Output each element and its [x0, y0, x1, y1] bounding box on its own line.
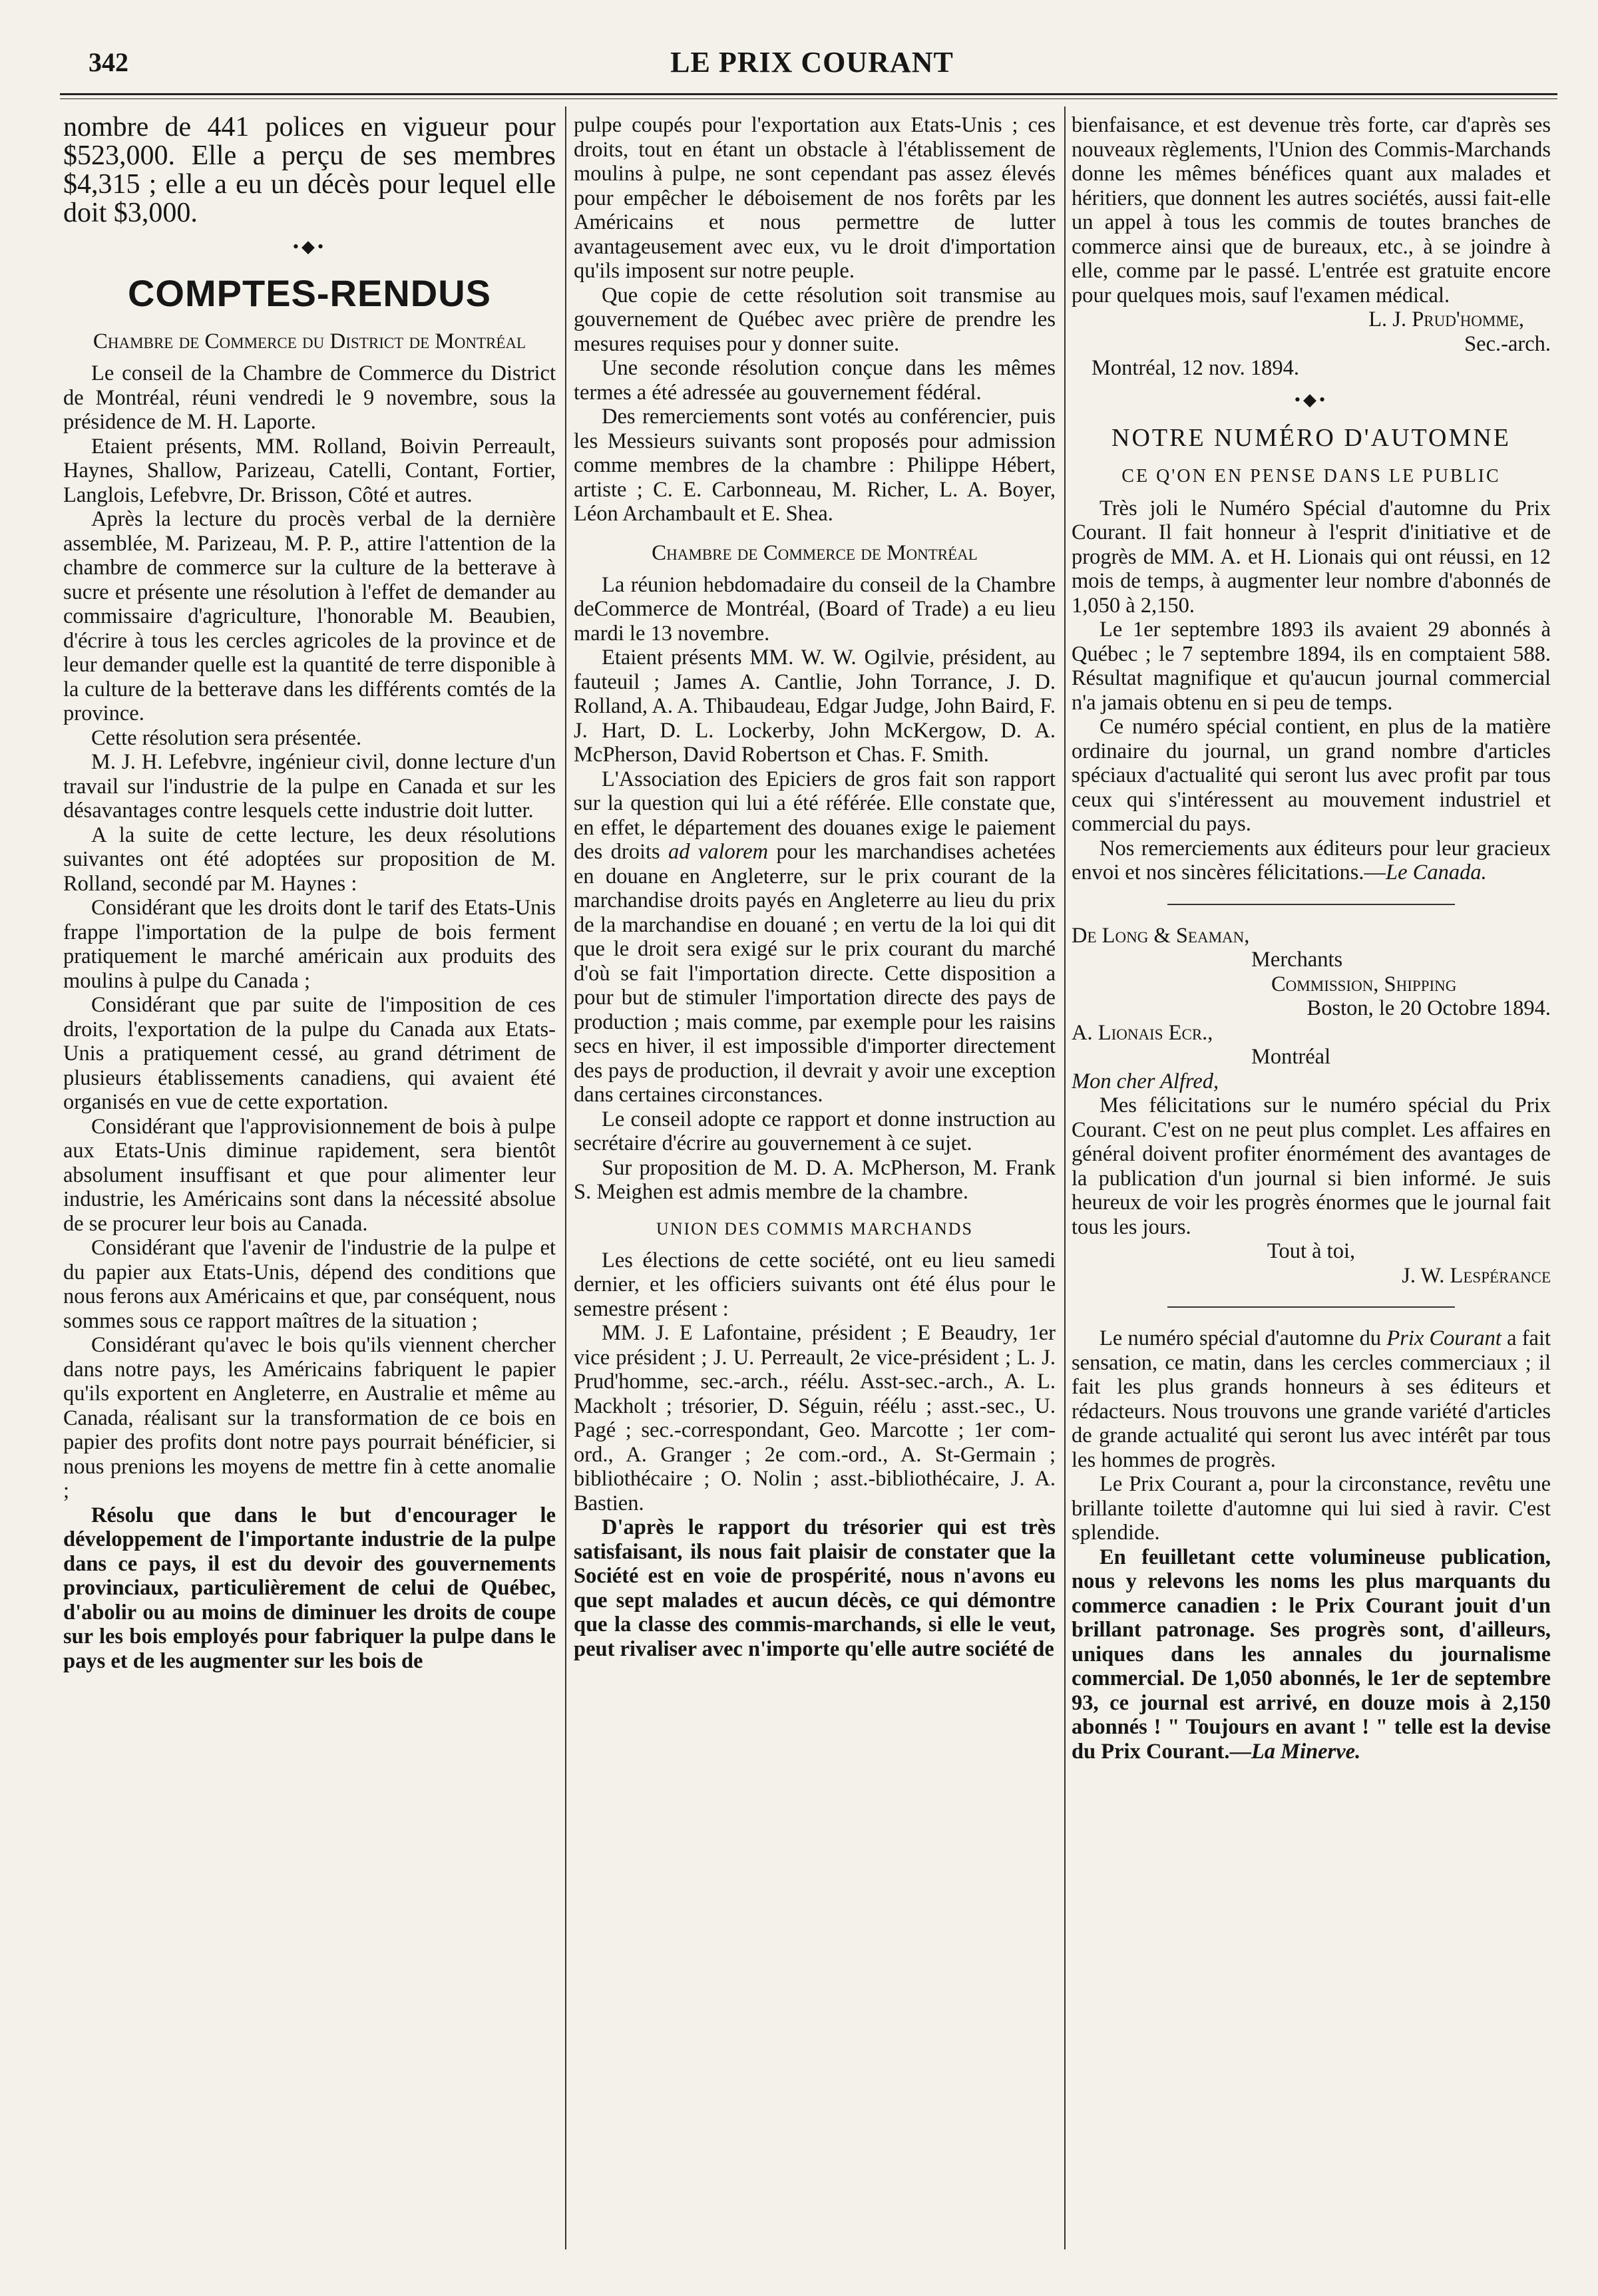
letter-signature: J. W. Lespérance — [1402, 1263, 1551, 1288]
paragraph: Considérant que l'avenir de l'industrie de la pulpe et du papier aux Etats-Unis, dépend des conditions que nous ferons aux Américains et que, par conséquent, nous sommes sous ce rapport maîtres de la situation ; — [63, 1236, 556, 1333]
letter-firm: De Long & Seaman, — [1072, 923, 1250, 948]
paragraph: D'après le rapport du trésorier qui est très satisfaisant, ils nous fait plaisir de constater que la Société est en voie de prospérité, nous n'avons eu que sept malades et aucun décès, ce qui démontre que la classe des commis-marchands, si elle le veut, peut rivaliser avec n'importe qu'elle autre société de — [574, 1515, 1056, 1661]
page-header — [63, 39, 1561, 85]
paragraph: Considérant que par suite de l'imposition de ces droits, l'exportation de la pulpe du Canada aux Etats-Unis a pratiquement cessé, au grand détriment de plusieurs établissements canadiens, qui avaient été organisés en vue de cette exportation. — [63, 993, 556, 1114]
letter-closing: Tout à toi, — [1267, 1239, 1356, 1263]
subsection-title: CE Q'ON EN PENSE DANS LE PUBLIC — [1121, 465, 1501, 486]
text-run: pour les marchandises achetées en douane en Angleterre, sur le prix courant de la marchandise droits payés en Angleterre au lieu du prix de la marchandise en douané ; en vertu de la loi qui dit que le droit sera exigé sur le prix courant du marché d'où se fait l'importation directe. Cette disposition a pour but de stimuler l'importation directe des pays de production ; mais comme, par exemple pour les raisins secs en hiver, il est impossible d'importer directement des pays de production, il devrait y avoir une exception dans certaines circonstances. — [574, 840, 1056, 1107]
text-run: L'Association des Epiciers de gros fait son rapport sur la question qui lui a été référée. Elle constate que, en effet, le département des douanes exige le paiement des droits — [574, 767, 1056, 864]
paragraph: Le conseil adopte ce rapport et donne instruction au secrétaire d'écrire au gouvernement à ce sujet. — [574, 1107, 1056, 1155]
paragraph: Une seconde résolution conçue dans les mêmes termes a été adressée au gouvernement fédéral. — [574, 356, 1056, 405]
section-divider — [1167, 904, 1455, 905]
paragraph: Considérant que l'approvisionnement de bois à pulpe aux Etats-Unis diminue rapidement, sera bientôt absolument insuffisant et que pour alimenter leur industrie, les Américains sont dans la nécessité absolue de se procurer leur bois au Canada. — [63, 1114, 556, 1236]
letter-merchants: Merchants — [1251, 948, 1343, 972]
letter-body: Mes félicitations sur le numéro spécial du Prix Courant. C'est on ne peut plus complet. Les affaires en général doivent profiter énormément des avantages de la publication d'un journal si bien informé. Je suis heureux de voir les progrès énormes que le journal fait tous les jours. — [1072, 1093, 1551, 1239]
paragraph — [1072, 1326, 1551, 1472]
paragraph: Etaient présents, MM. Rolland, Boivin Perreault, Haynes, Shallow, Parizeau, Catelli, Contant, Fortier, Langlois, Lefebvre, Dr. Brisson, Côté et autres. — [63, 434, 556, 507]
paragraph: Que copie de cette résolution soit transmise au gouvernement de Québec avec prière de prendre les mesures requises pour y donner suite. — [574, 283, 1056, 356]
letter-salutation: Mon cher Alfred, — [1072, 1069, 1219, 1093]
text-run: Le numéro spécial d'automne du — [1099, 1326, 1382, 1350]
text-run-italic: Prix Courant — [1386, 1326, 1501, 1350]
paragraph: Le 1er septembre 1893 ils avaient 29 abonnés à Québec ; le 7 septembre 1894, ils en comptaient 588. Résultat magnifique et qu'aucun journal commercial n'a jamais obtenu en si peu de temps. — [1072, 618, 1551, 715]
paragraph: Les élections de cette société, ont eu lieu samedi dernier, et les officiers suivants ont été élus pour le semestre présent : — [574, 1248, 1056, 1321]
subsection-title: UNION DES COMMIS MARCHANDS — [656, 1219, 973, 1239]
paragraph: Sur proposition de M. D. A. McPherson, M. Frank S. Meighen est admis membre de la chambre. — [574, 1155, 1056, 1204]
paragraph: bienfaisance, et est devenue très forte, car d'après ses nouveaux règlements, l'Union des Commis-Marchands donne les mêmes bénéfices quant aux malades et héritiers, que donnent les autres sociétés, aussi fait-elle un appel à tous les commis de toutes branches de commerce ainsi que de bureaux, etc., à se joindre à elle, comme par le passé. L'entrée est gratuite encore pour quelques mois, sauf l'examen médical. — [1072, 113, 1551, 307]
letter-commission: Commission, Shipping — [1271, 972, 1457, 996]
dateline: Montréal, 12 nov. 1894. — [1092, 356, 1300, 380]
intro-paragraph: nombre de 441 polices en vigueur pour $523,000. Elle a perçu de ses membres $4,315 ; elle a eu un décès pour lequel elle doit $3,000. — [63, 113, 556, 228]
column-rule-2 — [1064, 106, 1066, 2249]
paragraph: Après la lecture du procès verbal de la dernière assemblée, M. Parizeau, M. P. P., attire l'attention de la chambre de commerce sur la culture de la betterave à sucre et présente une résolution à l'effet de demander au commissaire d'agriculture, l'honorable M. Beaubien, d'écrire à tous les cercles agricoles de la province et de leur demander quelle est la quantité de terre disponible à la culture de la betterave dans les différents comtés de la province. — [63, 507, 556, 725]
header-rule-thin — [60, 98, 1557, 99]
column-3 — [1072, 113, 1551, 2249]
paragraph: Cette résolution sera présentée. — [91, 725, 362, 750]
paragraph: Etaient présents MM. W. W. Ogilvie, président, au fauteuil ; James A. Cantlie, John Torrance, J. D. Rolland, A. A. Thibaudeau, Edgar Judge, John Baird, F. J. Hart, D. L. Lockerby, John McKergow, D. A. McPherson, David Robertson et Chas. F. Smith. — [574, 646, 1056, 767]
page-number: 342 — [89, 47, 128, 77]
signature-title: Sec.-arch. — [1464, 331, 1551, 356]
paragraph: A la suite de cette lecture, les deux résolutions suivantes ont été adoptées sur proposition de M. Rolland, secondé par M. Haynes : — [63, 823, 556, 896]
paragraph: Le Prix Courant a, pour la circonstance, revêtu une brillante toilette d'automne qui lui sied à ravir. C'est splendide. — [1072, 1472, 1551, 1545]
column-2 — [574, 113, 1056, 2249]
section-title: NOTRE NUMÉRO D'AUTOMNE — [1111, 423, 1511, 452]
header-rule — [60, 93, 1557, 95]
source-credit: Le Canada. — [1386, 861, 1487, 884]
paragraph: M. J. H. Lefebvre, ingénieur civil, donne lecture d'un travail sur l'industrie de la pulpe en Canada et sur les désavantages contre lesquels cette industrie doit lutter. — [63, 750, 556, 823]
section-divider — [1167, 1306, 1455, 1308]
letter-city: Montréal — [1251, 1045, 1331, 1069]
letter-recipient: A. Lionais Ecr., — [1072, 1020, 1213, 1045]
paragraph: Très joli le Numéro Spécial d'automne du Prix Courant. Il fait honneur à l'esprit d'initiative et de progrès de MM. A. et H. Lionais qui ont réussi, en 12 mois de temps, à augmenter leur nombre d'abonnés de 1,050 à 2,150. — [1072, 496, 1551, 618]
paragraph: pulpe coupés pour l'exportation aux Etats-Unis ; ces droits, tout en étant un obstacle à l'établissement de moulins à pulpe, ne sont cependant pas assez élevés pour empêcher le déboisement de nos forêts par les Américains et nous permettre de lutter avantageusement avec eux, vu le droit d'importation qu'ils imposent sur notre peuple. — [574, 113, 1056, 283]
paragraph — [1072, 837, 1551, 885]
letter-date: Boston, le 20 Octobre 1894. — [1306, 996, 1551, 1020]
ornament-divider: •◆• — [1294, 389, 1328, 409]
paragraph — [1072, 1545, 1551, 1764]
column-rule-1 — [565, 106, 566, 2249]
paragraph: Le conseil de la Chambre de Commerce du District de Montréal, réuni vendredi le 9 novembre, sous la présidence de M. H. Laporte. — [63, 361, 556, 434]
text-run: a fait sensation, ce matin, dans les cercles commerciaux ; il fait les plus grands honneurs à ses éditeurs et rédacteurs. Nous trouvons une grande variété d'articles de grande actualité qui seront lus avec intérêt par tous les hommes de progrès. — [1072, 1326, 1551, 1472]
subsection-title: Chambre de Commerce du District de Montréal — [93, 329, 526, 353]
subsection-title: Chambre de Commerce de Montréal — [652, 540, 978, 565]
paragraph: Résolu que dans le but d'encourager le développement de l'importante industrie de la pulpe dans ce pays, il est du devoir des gouvernements provinciaux, particulièrement de celui de Québec, d'abolir ou au moins de diminuer les droits de coupe sur les bois employés pour fabriquer la pulpe dans le pays et de les augmenter sur les bois de — [63, 1503, 556, 1673]
section-title: COMPTES-RENDUS — [127, 272, 492, 314]
paragraph: Ce numéro spécial contient, en plus de la matière ordinaire du journal, un grand nombre d'articles spéciaux d'actualité qui seront lus avec profit par tous ceux qui s'intéressent au mouvement industriel et commercial du pays. — [1072, 715, 1551, 836]
ornament-divider: •◆• — [292, 237, 327, 256]
text-run-italic: ad valorem — [668, 840, 769, 864]
text-run: Nos remerciements aux éditeurs pour leur gracieux envoi et nos sincères félicitations.— — [1072, 836, 1551, 884]
signature-name: L. J. Prud'homme, — [1368, 307, 1524, 331]
paragraph: Considérant que les droits dont le tarif des Etats-Unis frappe l'importation de la pulpe de bois ferment pratiquement le marché américain aux produits des moulins à pulpe du Canada ; — [63, 896, 556, 993]
text-run: En feuilletant cette volumineuse publication, nous y relevons les noms les plus marquants du commerce canadien : le Prix Courant jouit d'un brillant patronage. Ses progrès sont, d'ailleurs, uniques dans les annales du journalisme commercial. De 1,050 abonnés, le 1er de septembre 93, ce journal est arrivé, en douze mois à 2,150 abonnés ! " Toujours en avant ! " telle est la devise du Prix Courant.— — [1072, 1545, 1551, 1764]
paragraph: La réunion hebdomadaire du conseil de la Chambre deCommerce de Montréal, (Board of Trade) a eu lieu mardi le 13 novembre. — [574, 572, 1056, 646]
paragraph: Considérant qu'avec le bois qu'ils viennent chercher dans notre pays, les Américains fabriquent le papier qu'ils exportent en Angleterre, en Australie et même au Canada, réalisant sur la transformation de ce bois en papier des profits dont notre pays pourrait bénéficier, si nous prenions les moyens de mettre fin à cette anomalie ; — [63, 1333, 556, 1503]
paragraph: MM. J. E Lafontaine, président ; E Beaudry, 1er vice président ; J. U. Perreault, 2e vice-président ; L. J. Prud'homme, sec.-arch., réélu. Asst-sec.-arch., A. L. Mackholt ; trésorier, D. Séguin, réélu ; asst.-sec., U. Pagé ; sec.-correspondant, Geo. Marcotte ; 1er com-ord., A. Granger ; 2e com.-ord., A. St-Germain ; bibliothécaire ; O. Nolin ; asst.-bibliothécaire, J. A. Bastien. — [574, 1321, 1056, 1515]
column-1 — [63, 113, 556, 2249]
paragraph: Des remerciements sont votés au conférencier, puis les Messieurs suivants sont proposés pour admission comme membres de la chambre : Philippe Hébert, artiste ; C. E. Carbonneau, M. Richer, L. A. Boyer, Léon Archambault et E. Shea. — [574, 405, 1056, 526]
paragraph — [574, 767, 1056, 1107]
source-credit: La Minerve. — [1251, 1739, 1361, 1764]
running-head: LE PRIX COURANT — [670, 46, 954, 79]
